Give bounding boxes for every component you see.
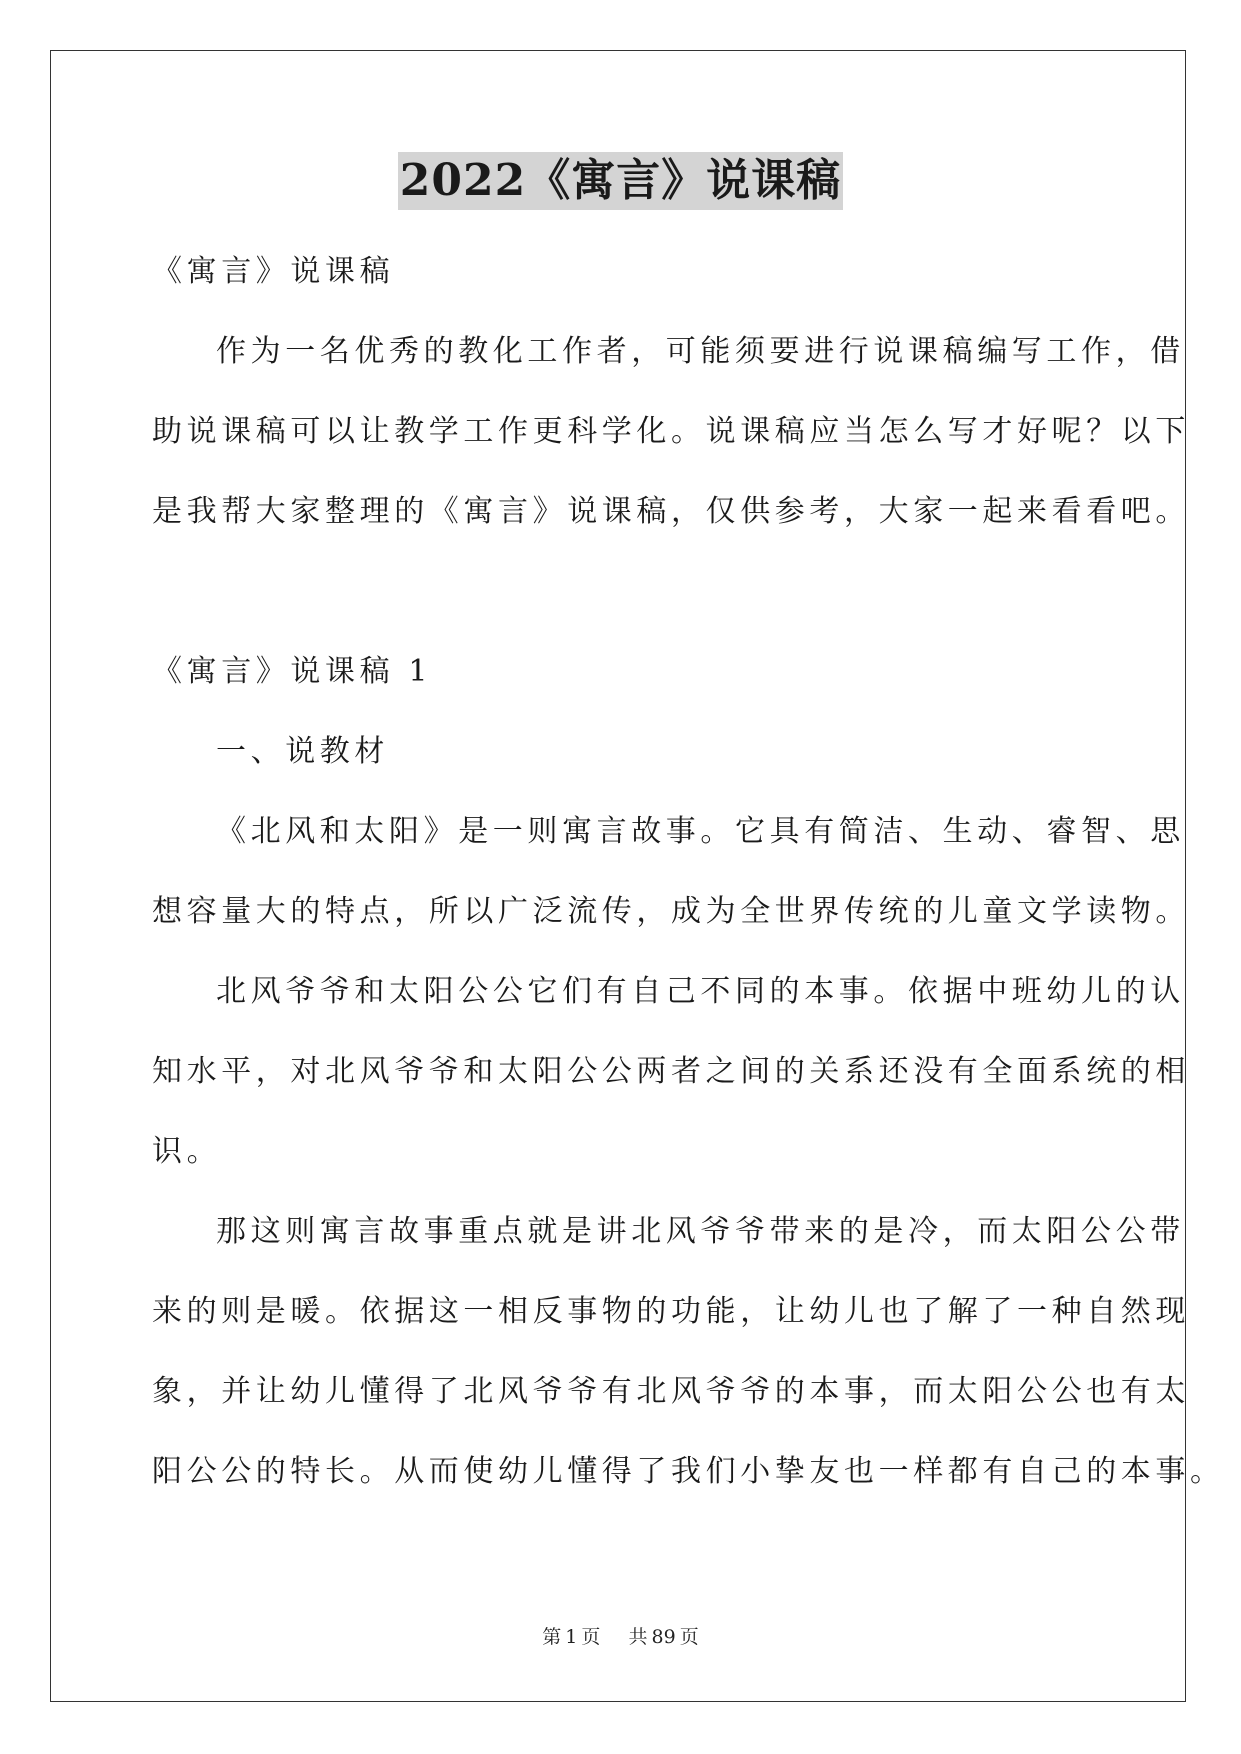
paragraph-line: 《北风和太阳》是一则寓言故事。它具有简洁、生动、睿智、思 <box>216 814 1185 849</box>
subtitle: 《寓言》说课稿 <box>152 254 395 289</box>
document-body <box>152 232 1225 1512</box>
intro-line: 作为一名优秀的教化工作者，可能须要进行说课稿编写工作，借 <box>216 334 1185 369</box>
section-heading: 《寓言》说课稿 1 <box>152 654 433 689</box>
paragraph-line: 来的则是暖。依据这一相反事物的功能，让幼儿也了解了一种自然现 <box>152 1294 1190 1329</box>
document-title: 2022《寓言》说课稿 <box>398 152 843 210</box>
paragraph-line: 北风爷爷和太阳公公它们有自己不同的本事。依据中班幼儿的认 <box>216 974 1185 1009</box>
total-suffix: 页 <box>679 1626 699 1648</box>
page-suffix: 页 <box>581 1626 601 1648</box>
title-container <box>0 152 1241 210</box>
paragraph-line: 知水平，对北风爷爷和太阳公公两者之间的关系还没有全面系统的相 <box>152 1054 1190 1089</box>
part-heading: 一、说教材 <box>216 734 389 769</box>
paragraph-line: 想容量大的特点，所以广泛流传，成为全世界传统的儿童文学读物。 <box>152 894 1190 929</box>
intro-line: 是我帮大家整理的《寓言》说课稿，仅供参考，大家一起来看看吧。 <box>152 494 1190 529</box>
paragraph-line: 象，并让幼儿懂得了北风爷爷有北风爷爷的本事，而太阳公公也有太 <box>152 1374 1190 1409</box>
blank-line <box>152 552 1096 632</box>
page-prefix: 第 <box>542 1626 562 1648</box>
intro-line: 助说课稿可以让教学工作更科学化。说课稿应当怎么写才好呢？以下 <box>152 414 1190 449</box>
total-pages: 89 <box>651 1626 676 1648</box>
page-footer <box>0 1622 1241 1649</box>
paragraph-line: 那这则寓言故事重点就是讲北风爷爷带来的是冷，而太阳公公带 <box>216 1214 1185 1249</box>
paragraph-line: 阳公公的特长。从而使幼儿懂得了我们小挚友也一样都有自己的本事。 <box>152 1454 1225 1489</box>
total-prefix: 共 <box>628 1626 648 1648</box>
page-number: 1 <box>565 1626 578 1648</box>
paragraph-line: 识。 <box>152 1134 222 1169</box>
